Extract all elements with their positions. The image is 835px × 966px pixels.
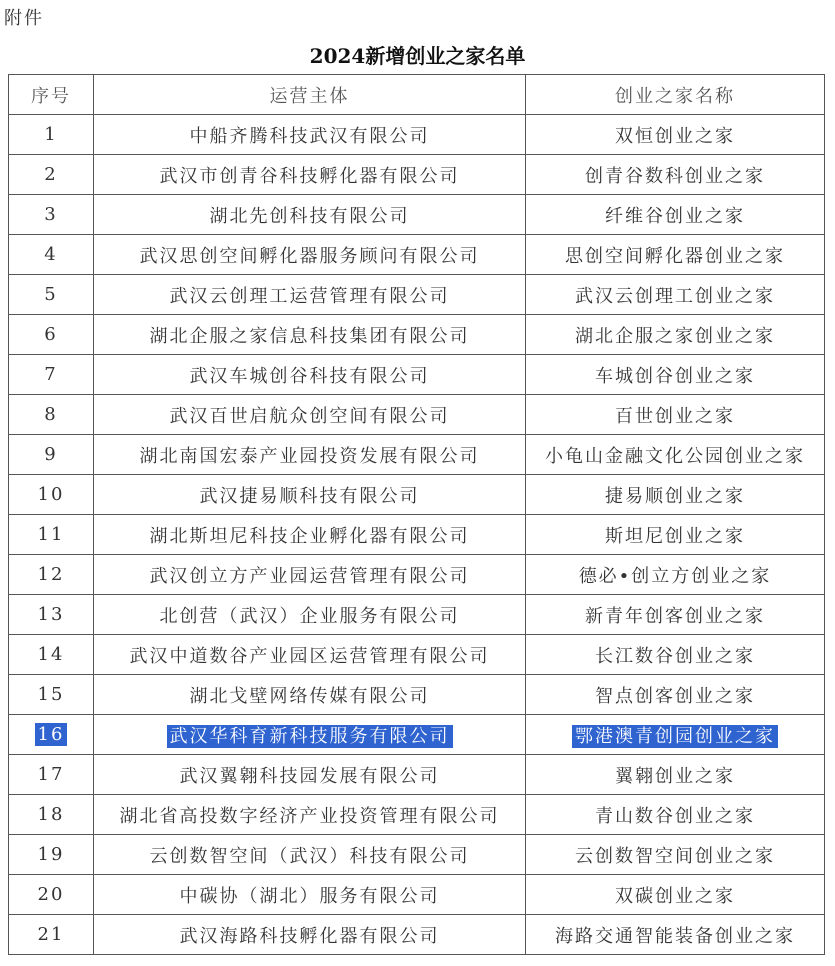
row-operator-cell-text: 武汉思创空间孵化器服务顾问有限公司 [139,245,480,267]
row-operator-cell-text: 武汉云创理工运营管理有限公司 [169,285,450,307]
column-header-home-name: 创业之家名称 [526,75,825,115]
row-seq-cell[interactable] [9,875,94,915]
row-home-name-cell-text: 武汉云创理工创业之家 [575,285,775,307]
row-seq-cell-text: 2 [44,164,58,185]
row-operator-cell[interactable] [94,555,526,595]
row-seq-cell[interactable] [9,115,94,155]
row-home-name-cell[interactable] [526,635,825,675]
row-home-name-cell-text: 青山数谷创业之家 [595,805,755,827]
row-operator-cell[interactable] [94,915,526,955]
table-row [9,555,825,595]
row-operator-cell[interactable] [94,875,526,915]
row-operator-cell[interactable] [94,515,526,555]
row-seq-cell-text: 10 [37,484,65,505]
row-operator-cell-text: 湖北戈壁网络传媒有限公司 [189,685,430,707]
row-home-name-cell[interactable] [526,355,825,395]
row-seq-cell[interactable] [9,275,94,315]
row-operator-cell-text: 湖北先创科技有限公司 [209,205,410,227]
row-operator-cell[interactable] [94,475,526,515]
row-home-name-cell[interactable] [526,555,825,595]
table-row [9,675,825,715]
row-seq-cell[interactable] [9,435,94,475]
row-home-name-cell[interactable] [526,835,825,875]
attachment-label: 附件 [4,8,44,29]
row-seq-cell-text: 9 [44,444,58,465]
row-home-name-cell-text: 斯坦尼创业之家 [605,525,745,547]
table-row [9,315,825,355]
row-operator-cell[interactable] [94,235,526,275]
row-operator-cell[interactable] [94,435,526,475]
column-header-operator: 运营主体 [94,75,526,115]
row-home-name-cell[interactable] [526,435,825,475]
row-home-name-cell-text: 双恒创业之家 [615,125,735,147]
row-operator-cell-text: 湖北斯坦尼科技企业孵化器有限公司 [149,525,470,547]
row-operator-cell[interactable] [94,715,526,755]
row-seq-cell-text: 11 [37,524,65,545]
row-home-name-cell[interactable] [526,315,825,355]
table-row [9,835,825,875]
table-row [9,715,825,755]
row-home-name-cell[interactable] [526,595,825,635]
table-row [9,875,825,915]
row-seq-cell[interactable] [9,715,94,755]
table-row [9,235,825,275]
row-home-name-cell[interactable] [526,475,825,515]
row-home-name-cell[interactable] [526,275,825,315]
row-operator-cell-text: 中船齐腾科技武汉有限公司 [189,125,430,147]
row-seq-cell[interactable] [9,915,94,955]
table-row [9,795,825,835]
table-row [9,595,825,635]
row-home-name-cell[interactable] [526,195,825,235]
row-seq-cell-text: 7 [44,364,58,385]
row-home-name-cell-text: 翼翱创业之家 [615,765,735,787]
row-seq-cell[interactable] [9,195,94,235]
row-seq-cell[interactable] [9,315,94,355]
table-row [9,435,825,475]
row-operator-cell-text: 中碳协（湖北）服务有限公司 [179,885,440,907]
row-operator-cell[interactable] [94,355,526,395]
row-seq-cell-text: 14 [37,644,65,665]
row-home-name-cell[interactable] [526,115,825,155]
row-home-name-cell-text: 车城创谷创业之家 [595,365,755,387]
row-operator-cell[interactable] [94,835,526,875]
row-operator-cell-text: 武汉市创青谷科技孵化器有限公司 [159,165,460,187]
row-seq-cell[interactable] [9,235,94,275]
row-seq-cell[interactable] [9,675,94,715]
row-home-name-cell-text: 百世创业之家 [615,405,735,427]
row-operator-cell[interactable] [94,115,526,155]
row-operator-cell-text: 武汉创立方产业园运营管理有限公司 [149,565,470,587]
row-seq-cell-text: 19 [37,844,65,865]
row-home-name-cell[interactable] [526,155,825,195]
row-home-name-cell[interactable] [526,395,825,435]
row-operator-cell-text: 武汉中道数谷产业园区运营管理有限公司 [129,645,490,667]
table-row [9,195,825,235]
table-row [9,355,825,395]
row-operator-cell[interactable] [94,195,526,235]
row-operator-cell[interactable] [94,275,526,315]
table-row [9,155,825,195]
row-home-name-cell[interactable] [526,515,825,555]
row-operator-cell[interactable] [94,595,526,635]
row-seq-cell-text: 12 [37,564,65,585]
row-home-name-cell-text: 双碳创业之家 [615,885,735,907]
table-row [9,755,825,795]
row-seq-cell[interactable] [9,595,94,635]
row-seq-cell-text: 3 [44,204,58,225]
row-seq-cell-text: 15 [37,684,65,705]
row-seq-cell-text: 18 [37,804,65,825]
row-seq-cell-text: 21 [37,924,65,945]
row-home-name-cell-text: 创青谷数科创业之家 [585,165,765,187]
row-home-name-cell-text: 捷易顺创业之家 [605,485,745,507]
row-operator-cell-text: 武汉海路科技孵化器有限公司 [179,925,440,947]
table-row [9,395,825,435]
row-operator-cell-text: 武汉捷易顺科技有限公司 [199,485,420,507]
row-home-name-cell[interactable] [526,675,825,715]
row-home-name-cell-text: 小龟山金融文化公园创业之家 [545,445,805,467]
row-seq-cell[interactable] [9,475,94,515]
row-operator-cell[interactable] [94,755,526,795]
row-seq-cell-text: 16 [35,723,68,746]
row-seq-cell-text: 4 [44,244,58,265]
row-seq-cell-text: 5 [44,284,58,305]
row-home-name-cell[interactable] [526,755,825,795]
row-home-name-cell-text: 纤维谷创业之家 [605,205,745,227]
row-seq-cell-text: 1 [44,124,58,145]
row-home-name-cell-text: 海路交通智能装备创业之家 [555,925,795,947]
row-seq-cell[interactable] [9,555,94,595]
row-home-name-cell-text: 鄂港澳青创园创业之家 [572,725,778,748]
row-operator-cell-text: 湖北企服之家信息科技集团有限公司 [149,325,470,347]
table-header-row [9,75,825,115]
row-seq-cell-text: 8 [44,404,58,425]
row-home-name-cell-text: 湖北企服之家创业之家 [575,325,775,347]
row-operator-cell-text: 武汉华科育新科技服务有限公司 [167,725,453,748]
row-home-name-cell[interactable] [526,795,825,835]
row-operator-cell-text: 云创数智空间（武汉）科技有限公司 [149,845,470,867]
row-operator-cell-text: 武汉翼翱科技园发展有限公司 [179,765,440,787]
row-home-name-cell[interactable] [526,715,825,755]
document-title: 2024新增创业之家名单 [309,44,526,68]
row-operator-cell-text: 湖北南国宏泰产业园投资发展有限公司 [139,445,480,467]
row-seq-cell-text: 20 [37,884,65,905]
row-seq-cell[interactable] [9,355,94,395]
table-row [9,515,825,555]
row-operator-cell[interactable] [94,675,526,715]
row-seq-cell[interactable] [9,755,94,795]
row-home-name-cell[interactable] [526,915,825,955]
row-operator-cell[interactable] [94,315,526,355]
table-row [9,275,825,315]
row-seq-cell[interactable] [9,635,94,675]
row-home-name-cell-text: 长江数谷创业之家 [595,645,755,667]
row-home-name-cell-text: 新青年创客创业之家 [585,605,765,627]
row-seq-cell[interactable] [9,155,94,195]
table-row [9,115,825,155]
row-home-name-cell-text: 思创空间孵化器创业之家 [565,245,785,267]
row-operator-cell[interactable] [94,395,526,435]
row-seq-cell[interactable] [9,515,94,555]
row-home-name-cell-text: 云创数智空间创业之家 [575,845,775,867]
row-operator-cell-text: 湖北省高投数字经济产业投资管理有限公司 [119,805,500,827]
row-home-name-cell-text: 智点创客创业之家 [595,685,755,707]
table-row [9,635,825,675]
table-row [9,475,825,515]
row-operator-cell-text: 武汉车城创谷科技有限公司 [189,365,430,387]
table-row [9,915,825,955]
row-home-name-cell[interactable] [526,235,825,275]
column-header-seq: 序号 [9,75,94,115]
row-operator-cell[interactable] [94,635,526,675]
row-home-name-cell[interactable] [526,875,825,915]
row-seq-cell-text: 6 [44,324,58,345]
row-operator-cell[interactable] [94,795,526,835]
row-seq-cell[interactable] [9,795,94,835]
table-body [9,115,825,955]
row-seq-cell-text: 13 [37,604,65,625]
row-seq-cell[interactable] [9,835,94,875]
row-operator-cell[interactable] [94,155,526,195]
row-operator-cell-text: 武汉百世启航众创空间有限公司 [169,405,450,427]
row-home-name-cell-text: 德必•创立方创业之家 [578,565,772,587]
row-operator-cell-text: 北创营（武汉）企业服务有限公司 [159,605,460,627]
startup-home-table [8,74,825,955]
row-seq-cell[interactable] [9,395,94,435]
row-seq-cell-text: 17 [37,764,65,785]
